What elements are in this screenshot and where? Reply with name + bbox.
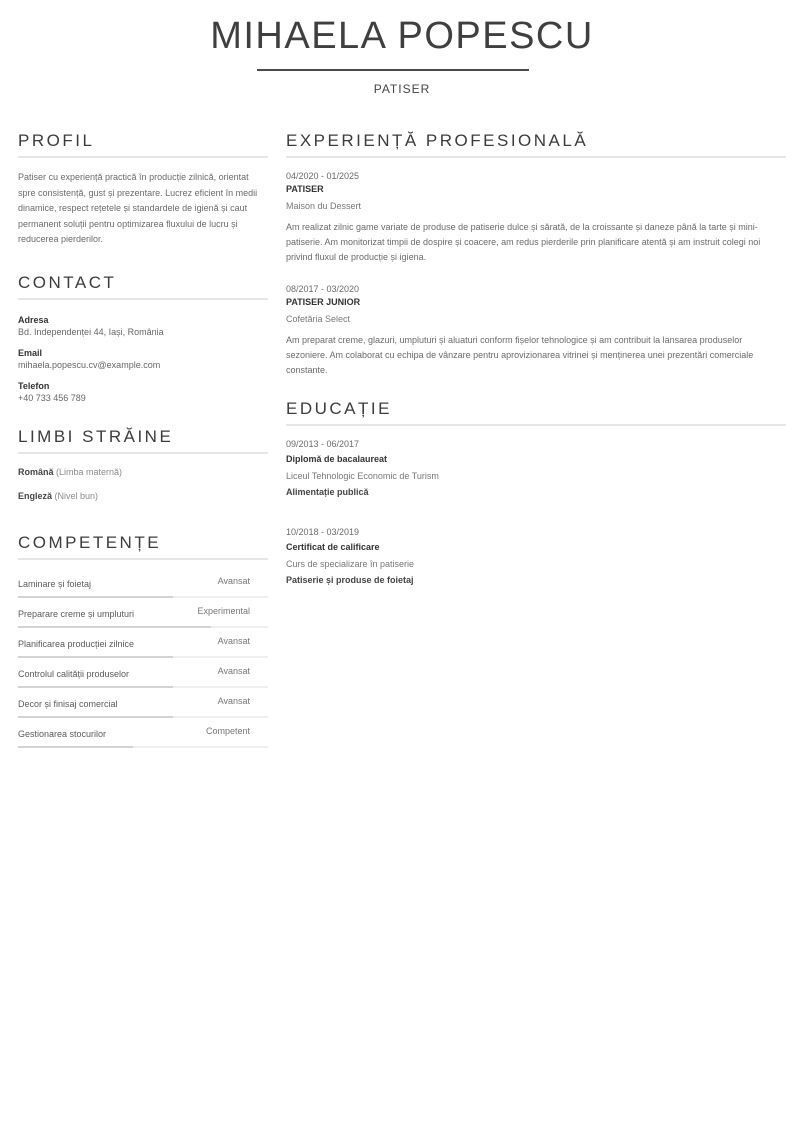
- languages-section: [18, 426, 268, 502]
- language-name: Română: [18, 466, 54, 477]
- skill-level: Avansat: [217, 575, 250, 586]
- skill-name: Planificarea producției zilnice: [18, 638, 135, 649]
- skill-level: Avansat: [217, 665, 250, 676]
- right-column: [286, 130, 786, 586]
- entry-organization: Liceul Tehnologic Economic de Turism: [286, 471, 439, 481]
- experience-heading: EXPERIENȚĂ PROFESIONALĂ: [286, 130, 786, 158]
- contact-phone-value[interactable]: +40 733 456 789: [18, 392, 86, 403]
- contact-address-value: Bd. Independenței 44, Iași, România: [18, 326, 164, 337]
- language-name: Engleză: [18, 490, 53, 501]
- profile-text: Patiser cu experiență practică în producție zilnică, orientat spre consistență, gust și prezentare. Lucrez eficient în medii dinamice, respect rețetele și standardele de igienă și caut permanent soluții pentru optimizarea fluxului de lucru și reducerea pierderilor.: [18, 172, 258, 244]
- entry-date: 08/2017 - 03/2020: [286, 284, 360, 294]
- languages-heading: LIMBI STRĂINE: [18, 426, 268, 454]
- education-entry: [286, 526, 786, 586]
- contact-email-label: Email: [18, 347, 43, 358]
- entry-field: Alimentație publică: [286, 487, 369, 497]
- candidate-role: PATISER: [373, 82, 431, 96]
- experience-section: [286, 130, 786, 378]
- skill-item: [18, 658, 268, 688]
- entry-title: PATISER JUNIOR: [286, 297, 361, 307]
- skill-name: Decor și finisaj comercial: [18, 698, 118, 709]
- entry-title: Certificat de calificare: [286, 542, 380, 552]
- skill-name: Preparare creme și umpluturi: [18, 608, 135, 619]
- entry-organization: Curs de specializare în patiserie: [286, 559, 415, 569]
- contact-section: [18, 272, 268, 404]
- skill-level: Experimental: [197, 605, 250, 616]
- entry-description: Am realizat zilnic game variate de produse de patiserie dulce și sărată, de la croissante și daneze până la tarte și mini-patiserie. Am monitorizat timpii de dospire și coacere, am redus pierderile prin planificare atentă și am instruit colegi noi privind fluxul de producție și igiena.: [286, 222, 761, 262]
- skill-bar-fill: [18, 746, 133, 748]
- language-level: (Nivel bun): [54, 490, 99, 501]
- left-column: [18, 130, 268, 748]
- language-item: [18, 466, 268, 478]
- skill-level: Avansat: [217, 695, 250, 706]
- contact-email: [18, 347, 268, 371]
- contact-phone: [18, 380, 268, 404]
- skills-heading: COMPETENȚE: [18, 532, 268, 560]
- skill-item: [18, 568, 268, 598]
- education-entry: [286, 438, 786, 498]
- skill-bar-track: [18, 746, 268, 748]
- entry-title: PATISER: [286, 184, 324, 194]
- contact-phone-label: Telefon: [18, 380, 50, 391]
- entry-field: Patiserie și produse de foietaj: [286, 575, 414, 585]
- entry-date: 10/2018 - 03/2019: [286, 527, 360, 537]
- entry-description: Am preparat creme, glazuri, umpluturi și aluaturi conform fișelor tehnologice și am contribuit la lansarea produselor sezoniere. Am colaborat cu echipa de vânzare pentru aprovizionarea vitrinei și menținerea unei prezentări comerciale constante.: [286, 335, 754, 375]
- skill-name: Laminare și foietaj: [18, 578, 92, 589]
- entry-date: 04/2020 - 01/2025: [286, 171, 360, 181]
- language-level: (Limba maternă): [56, 466, 123, 477]
- candidate-name: MIHAELA POPESCU: [210, 15, 594, 57]
- entry-date: 09/2013 - 06/2017: [286, 439, 360, 449]
- skills-section: [18, 532, 268, 748]
- profile-section: [18, 130, 268, 248]
- skill-item: [18, 598, 268, 628]
- skill-item: [18, 628, 268, 658]
- skills-list: [18, 568, 268, 748]
- entry-title: Diplomă de bacalaureat: [286, 454, 388, 464]
- entry-organization: Maison du Dessert: [286, 201, 362, 211]
- name-divider: [257, 69, 529, 71]
- contact-address-label: Adresa: [18, 314, 49, 325]
- contact-email-value[interactable]: mihaela.popescu.cv@example.com: [18, 359, 161, 370]
- language-item: [18, 490, 268, 502]
- contact-heading: CONTACT: [18, 272, 268, 300]
- skill-level: Avansat: [217, 635, 250, 646]
- skill-item: [18, 718, 268, 748]
- profile-heading: PROFIL: [18, 130, 268, 158]
- experience-entry: [286, 170, 786, 265]
- skill-level: Competent: [205, 725, 250, 736]
- skill-name: Gestionarea stocurilor: [18, 728, 107, 739]
- contact-address: [18, 314, 268, 338]
- education-section: [286, 398, 786, 586]
- skill-name: Controlul calității produselor: [18, 668, 130, 679]
- education-heading: EDUCAȚIE: [286, 398, 786, 426]
- skill-item: [18, 688, 268, 718]
- entry-organization: Cofetăria Select: [286, 314, 351, 324]
- experience-entry: [286, 283, 786, 378]
